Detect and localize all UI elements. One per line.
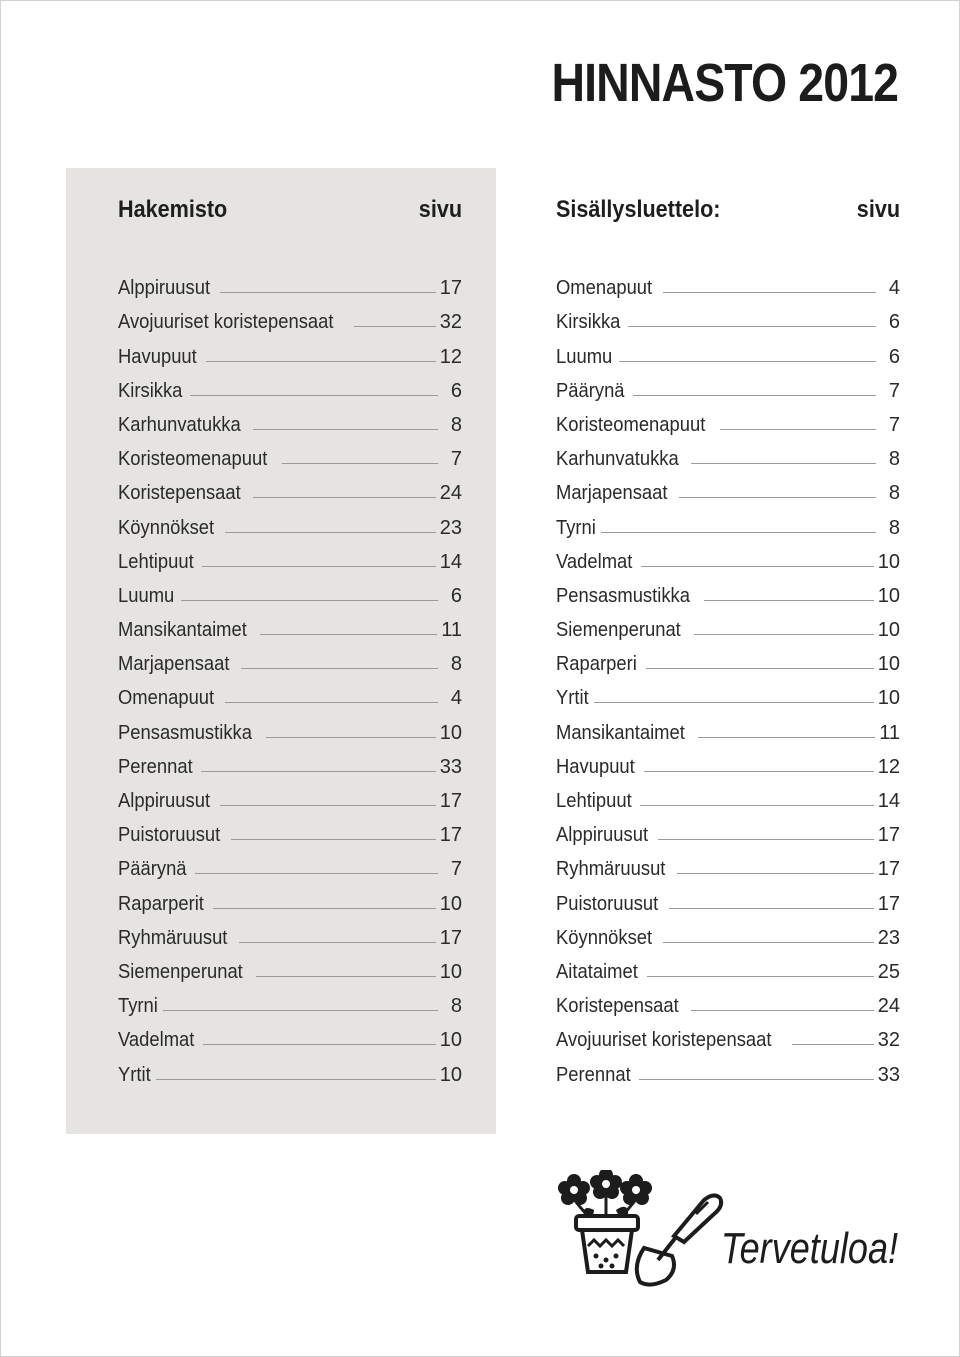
entry-label: Perennat <box>556 1063 631 1086</box>
entry-page-number: 24 <box>439 482 462 505</box>
leader-line <box>698 737 875 738</box>
leader-line <box>202 566 435 567</box>
index-list <box>118 266 462 1087</box>
index-page-heading: sivu <box>418 196 462 223</box>
list-item <box>118 916 462 950</box>
leader-line <box>628 326 876 327</box>
leader-line <box>241 668 438 669</box>
entry-label: Mansikantaimet <box>118 619 247 642</box>
entry-page-number: 10 <box>877 619 900 642</box>
entry-label: Mansikantaimet <box>556 721 685 744</box>
entry-page-number: 12 <box>439 345 462 368</box>
entry-page-number: 7 <box>450 448 462 471</box>
entry-page-number: 10 <box>439 1063 462 1086</box>
entry-label: Päärynä <box>556 379 625 402</box>
leader-line <box>225 702 438 703</box>
index-column <box>118 196 462 1087</box>
leader-line <box>266 737 436 738</box>
list-item <box>556 574 900 608</box>
entry-page-number: 14 <box>877 790 900 812</box>
leader-line <box>691 1010 873 1011</box>
list-item <box>118 471 462 505</box>
leader-line <box>694 634 874 635</box>
list-item <box>118 608 462 642</box>
entry-label: Yrtit <box>556 687 589 710</box>
entry-label: Raparperit <box>118 892 204 915</box>
entry-label: Yrtit <box>118 1063 151 1086</box>
leader-line <box>156 1079 436 1080</box>
leader-line <box>644 771 874 772</box>
entry-page-number: 17 <box>877 858 900 881</box>
list-item <box>556 710 900 744</box>
list-item <box>118 300 462 334</box>
entry-page-number: 8 <box>450 995 462 1018</box>
leader-line <box>663 942 874 943</box>
entry-label: Havupuut <box>556 755 635 778</box>
leader-line <box>195 873 439 874</box>
entry-page-number: 33 <box>439 755 462 778</box>
entry-label: Marjapensaat <box>556 482 668 505</box>
leader-line <box>720 429 876 430</box>
list-item <box>556 847 900 881</box>
list-item <box>118 984 462 1018</box>
entry-page-number: 17 <box>439 277 462 300</box>
contents-list <box>556 266 900 1087</box>
list-item <box>556 916 900 950</box>
entry-label: Karhunvatukka <box>118 413 241 436</box>
entry-label: Pensasmustikka <box>556 584 690 607</box>
entry-page-number: 17 <box>439 824 462 847</box>
list-item <box>556 403 900 437</box>
list-item <box>118 950 462 984</box>
leader-line <box>792 1044 874 1045</box>
entry-page-number: 10 <box>877 653 900 676</box>
list-item <box>556 745 900 779</box>
leader-line <box>679 497 876 498</box>
entry-page-number: 8 <box>888 448 900 471</box>
entry-label: Päärynä <box>118 858 187 881</box>
entry-label: Vadelmat <box>118 1029 195 1052</box>
list-item <box>118 574 462 608</box>
entry-label: Siemenperunat <box>118 960 243 983</box>
list-item <box>556 984 900 1018</box>
entry-label: Raparperi <box>556 653 637 676</box>
entry-page-number: 10 <box>439 721 462 744</box>
list-item <box>556 505 900 539</box>
list-item <box>556 642 900 676</box>
entry-label: Alppiruusut <box>118 277 211 300</box>
entry-page-number: 8 <box>888 516 900 539</box>
leader-line <box>206 361 436 362</box>
list-item <box>118 779 462 813</box>
entry-label: Marjapensaat <box>118 653 230 676</box>
leader-line <box>639 1079 874 1080</box>
contents-column <box>556 196 900 1087</box>
list-item <box>118 745 462 779</box>
entry-page-number: 25 <box>877 960 900 983</box>
entry-label: Perennat <box>118 755 193 778</box>
list-item <box>118 540 462 574</box>
page-title: HINNASTO 2012 <box>551 53 898 113</box>
entry-label: Köynnökset <box>118 516 215 539</box>
list-item <box>118 642 462 676</box>
list-item <box>556 1052 900 1086</box>
entry-page-number: 17 <box>877 892 900 915</box>
entry-label: Ryhmäruusut <box>556 858 666 881</box>
list-item <box>556 300 900 334</box>
leader-line <box>201 771 436 772</box>
contents-heading: Sisällysluettelo: <box>556 196 721 223</box>
leader-line <box>640 805 873 806</box>
entry-label: Puistoruusut <box>556 892 659 915</box>
entry-label: Puistoruusut <box>118 824 221 847</box>
entry-label: Omenapuut <box>118 687 215 710</box>
list-item <box>556 334 900 368</box>
entry-page-number: 24 <box>877 995 900 1018</box>
leader-line <box>231 839 436 840</box>
entry-label: Koristepensaat <box>118 482 241 505</box>
leader-line <box>354 326 436 327</box>
entry-page-number: 11 <box>879 721 900 744</box>
list-item <box>556 266 900 300</box>
entry-label: Omenapuut <box>556 277 653 300</box>
entry-page-number: 7 <box>450 858 462 881</box>
entry-label: Vadelmat <box>556 550 633 573</box>
leader-line <box>669 908 874 909</box>
leader-line <box>253 429 438 430</box>
entry-page-number: 10 <box>877 584 900 607</box>
leader-line <box>256 976 436 977</box>
list-item <box>118 710 462 744</box>
leader-line <box>704 600 874 601</box>
entry-page-number: 7 <box>888 379 900 402</box>
entry-page-number: 8 <box>450 413 462 436</box>
list-item <box>118 813 462 847</box>
contents-page-heading: sivu <box>856 196 900 223</box>
list-item <box>118 881 462 915</box>
leader-line <box>253 497 435 498</box>
entry-page-number: 6 <box>450 379 462 402</box>
entry-page-number: 10 <box>877 687 900 710</box>
list-item <box>556 1018 900 1052</box>
entry-page-number: 32 <box>877 1029 900 1052</box>
list-item <box>556 950 900 984</box>
entry-label: Pensasmustikka <box>118 721 252 744</box>
welcome-text: Tervetuloa! <box>720 1224 898 1273</box>
entry-label: Kirsikka <box>556 311 621 334</box>
entry-page-number: 32 <box>439 311 462 334</box>
list-item <box>118 437 462 471</box>
entry-label: Koristeomenapuut <box>118 448 268 471</box>
list-item <box>118 403 462 437</box>
entry-page-number: 6 <box>888 311 900 334</box>
entry-page-number: 12 <box>877 755 900 778</box>
entry-page-number: 8 <box>450 653 462 676</box>
entry-label: Siemenperunat <box>556 619 681 642</box>
entry-label: Koristeomenapuut <box>556 413 706 436</box>
list-item <box>556 608 900 642</box>
leader-line <box>641 566 874 567</box>
leader-line <box>203 1044 436 1045</box>
entry-label: Alppiruusut <box>118 790 211 812</box>
entry-page-number: 11 <box>441 619 462 642</box>
leader-line <box>691 463 876 464</box>
entry-label: Havupuut <box>118 345 197 368</box>
leader-line <box>663 292 876 293</box>
leader-line <box>619 361 876 362</box>
entry-label: Avojuuriset koristepensaat <box>118 311 334 334</box>
entry-page-number: 17 <box>439 926 462 949</box>
leader-line <box>594 702 874 703</box>
entry-page-number: 17 <box>877 824 900 847</box>
list-item <box>118 1052 462 1086</box>
entry-label: Luumu <box>556 345 613 368</box>
leader-line <box>647 976 874 977</box>
list-item <box>118 1018 462 1052</box>
list-item <box>118 266 462 300</box>
entry-page-number: 4 <box>888 277 900 300</box>
leader-line <box>658 839 874 840</box>
leader-line <box>239 942 436 943</box>
entry-page-number: 10 <box>439 1029 462 1052</box>
list-item <box>118 505 462 539</box>
index-header <box>118 196 462 232</box>
list-item <box>556 881 900 915</box>
leader-line <box>282 463 438 464</box>
index-heading: Hakemisto <box>118 196 228 223</box>
entry-page-number: 17 <box>439 790 462 812</box>
leader-line <box>260 634 437 635</box>
entry-label: Kirsikka <box>118 379 183 402</box>
entry-page-number: 8 <box>888 482 900 505</box>
entry-page-number: 6 <box>888 345 900 368</box>
list-item <box>118 369 462 403</box>
entry-page-number: 14 <box>439 550 462 573</box>
list-item <box>556 540 900 574</box>
list-item <box>556 813 900 847</box>
entry-label: Karhunvatukka <box>556 448 679 471</box>
list-item <box>118 334 462 368</box>
list-item <box>118 847 462 881</box>
leader-line <box>601 532 876 533</box>
entry-label: Aitataimet <box>556 960 638 983</box>
entry-page-number: 33 <box>877 1063 900 1086</box>
list-item <box>118 676 462 710</box>
entry-label: Tyrni <box>118 995 158 1018</box>
leader-line <box>225 532 436 533</box>
entry-label: Luumu <box>118 584 175 607</box>
entry-page-number: 6 <box>450 584 462 607</box>
entry-page-number: 10 <box>877 550 900 573</box>
entry-label: Avojuuriset koristepensaat <box>556 1029 772 1052</box>
entry-page-number: 10 <box>439 892 462 915</box>
entry-label: Koristepensaat <box>556 995 679 1018</box>
entry-page-number: 23 <box>439 516 462 539</box>
entry-label: Köynnökset <box>556 926 653 949</box>
list-item <box>556 676 900 710</box>
flower-pot-and-trowel-icon <box>554 1170 734 1300</box>
leader-line <box>646 668 874 669</box>
leader-line <box>220 805 436 806</box>
entry-label: Tyrni <box>556 516 596 539</box>
entry-page-number: 23 <box>877 926 900 949</box>
entry-page-number: 10 <box>439 960 462 983</box>
entry-page-number: 4 <box>450 687 462 710</box>
list-item <box>556 369 900 403</box>
entry-label: Alppiruusut <box>556 824 649 847</box>
list-item <box>556 779 900 813</box>
leader-line <box>213 908 435 909</box>
list-item <box>556 437 900 471</box>
entry-page-number: 7 <box>888 413 900 436</box>
entry-label: Lehtipuut <box>118 550 194 573</box>
leader-line <box>163 1010 438 1011</box>
list-item <box>556 471 900 505</box>
leader-line <box>677 873 874 874</box>
entry-label: Lehtipuut <box>556 790 632 812</box>
leader-line <box>190 395 438 396</box>
leader-line <box>633 395 877 396</box>
leader-line <box>220 292 436 293</box>
entry-label: Ryhmäruusut <box>118 926 228 949</box>
leader-line <box>181 600 438 601</box>
contents-header <box>556 196 900 232</box>
